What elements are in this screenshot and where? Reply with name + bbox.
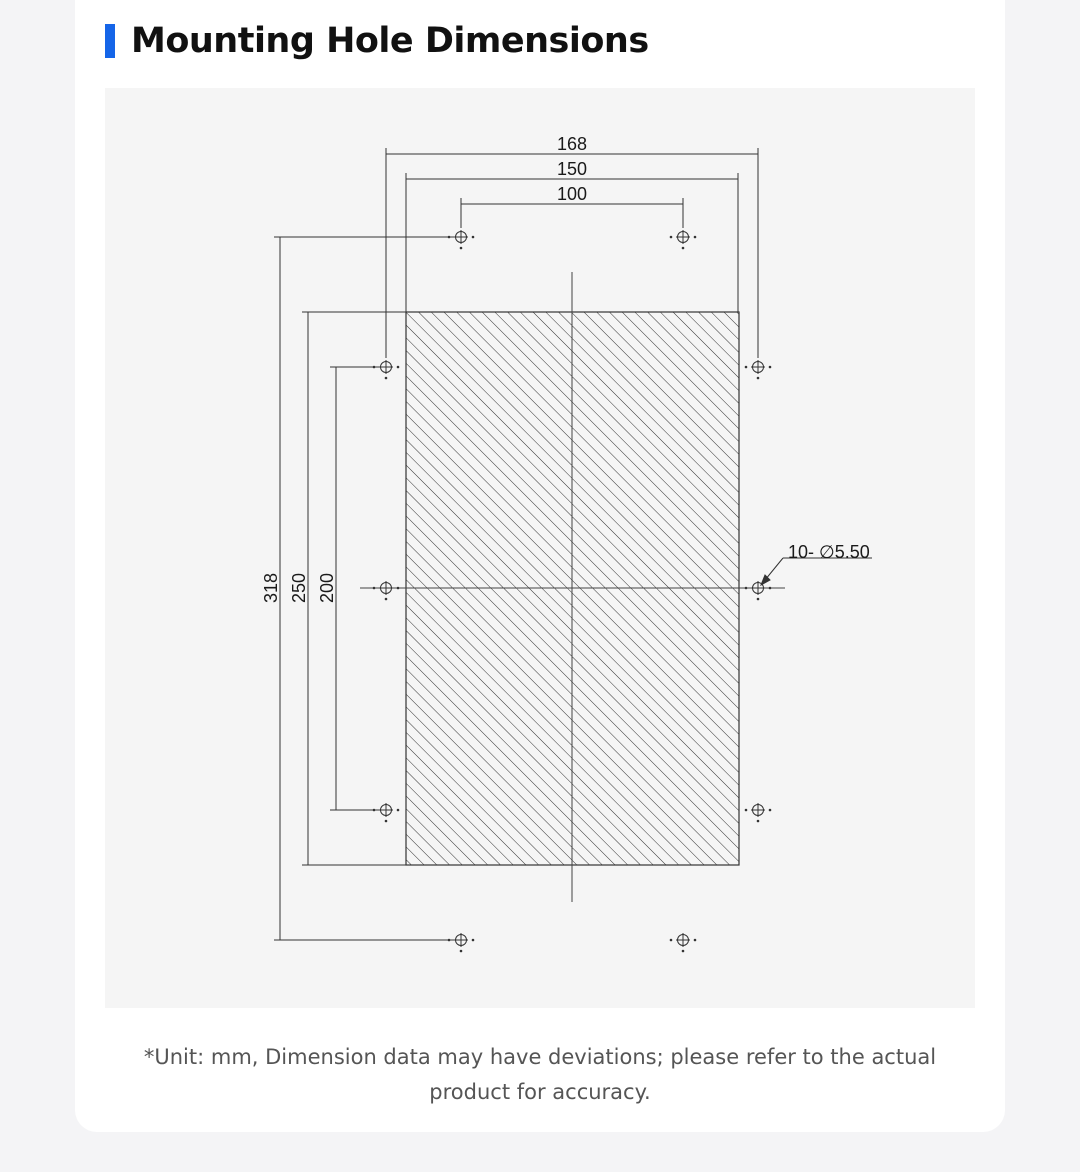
mounting-hole-centermark (472, 939, 474, 941)
title-accent-bar (105, 24, 115, 58)
mounting-hole-centermark (448, 939, 450, 941)
mounting-hole-centermark (745, 809, 747, 811)
mounting-hole-3 (373, 360, 399, 379)
dim-height-200: 200 (317, 572, 337, 604)
dimension-drawing (105, 88, 975, 1008)
mounting-hole-centermark (385, 820, 387, 822)
mounting-hole-centermark (448, 236, 450, 238)
mounting-hole-centermark (670, 939, 672, 941)
mounting-hole-centermark (397, 587, 399, 589)
mounting-hole-centermark (373, 809, 375, 811)
mounting-hole-centermark (694, 939, 696, 941)
mounting-hole-centermark (373, 366, 375, 368)
mounting-hole-centermark (745, 366, 747, 368)
mounting-hole-2 (670, 230, 696, 249)
mounting-hole-centermark (670, 236, 672, 238)
mounting-hole-8 (745, 803, 771, 822)
dim-height-318: 318 (261, 572, 281, 604)
mounting-hole-centermark (385, 377, 387, 379)
dimension-drawing-panel (105, 88, 975, 1008)
dim-width-100: 100 (556, 184, 588, 204)
mounting-hole-9 (448, 933, 474, 952)
callout-leader (765, 558, 783, 580)
mounting-hole-centermark (757, 820, 759, 822)
mounting-hole-centermark (682, 247, 684, 249)
page-title: Mounting Hole Dimensions (131, 21, 649, 61)
mounting-hole-centermark (745, 587, 747, 589)
mounting-hole-centermark (460, 247, 462, 249)
callout-arrowhead (761, 575, 770, 585)
mounting-hole-centermark (757, 598, 759, 600)
hole-callout-label: 10- ∅5.50 (788, 542, 870, 562)
mounting-hole-centermark (472, 236, 474, 238)
mounting-hole-7 (373, 803, 399, 822)
mounting-hole-6 (745, 581, 771, 600)
dim-height-250: 250 (289, 572, 309, 604)
mounting-hole-10 (670, 933, 696, 952)
mounting-hole-centermark (694, 236, 696, 238)
unit-footnote: *Unit: mm, Dimension data may have deviations; please refer to the actual product for accuracy. (143, 1045, 937, 1104)
mounting-hole-1 (448, 230, 474, 249)
dim-width-168: 168 (556, 134, 588, 154)
mounting-hole-5 (373, 581, 399, 600)
mounting-hole-centermark (397, 809, 399, 811)
dim-width-150: 150 (556, 159, 588, 179)
mounting-hole-centermark (460, 950, 462, 952)
section-header (105, 20, 649, 62)
mounting-hole-centermark (385, 598, 387, 600)
mounting-hole-centermark (769, 809, 771, 811)
mounting-hole-centermark (397, 366, 399, 368)
mounting-hole-centermark (769, 366, 771, 368)
mounting-hole-centermark (373, 587, 375, 589)
mounting-hole-centermark (769, 587, 771, 589)
mounting-hole-centermark (682, 950, 684, 952)
mounting-hole-4 (745, 360, 771, 379)
mounting-hole-centermark (757, 377, 759, 379)
